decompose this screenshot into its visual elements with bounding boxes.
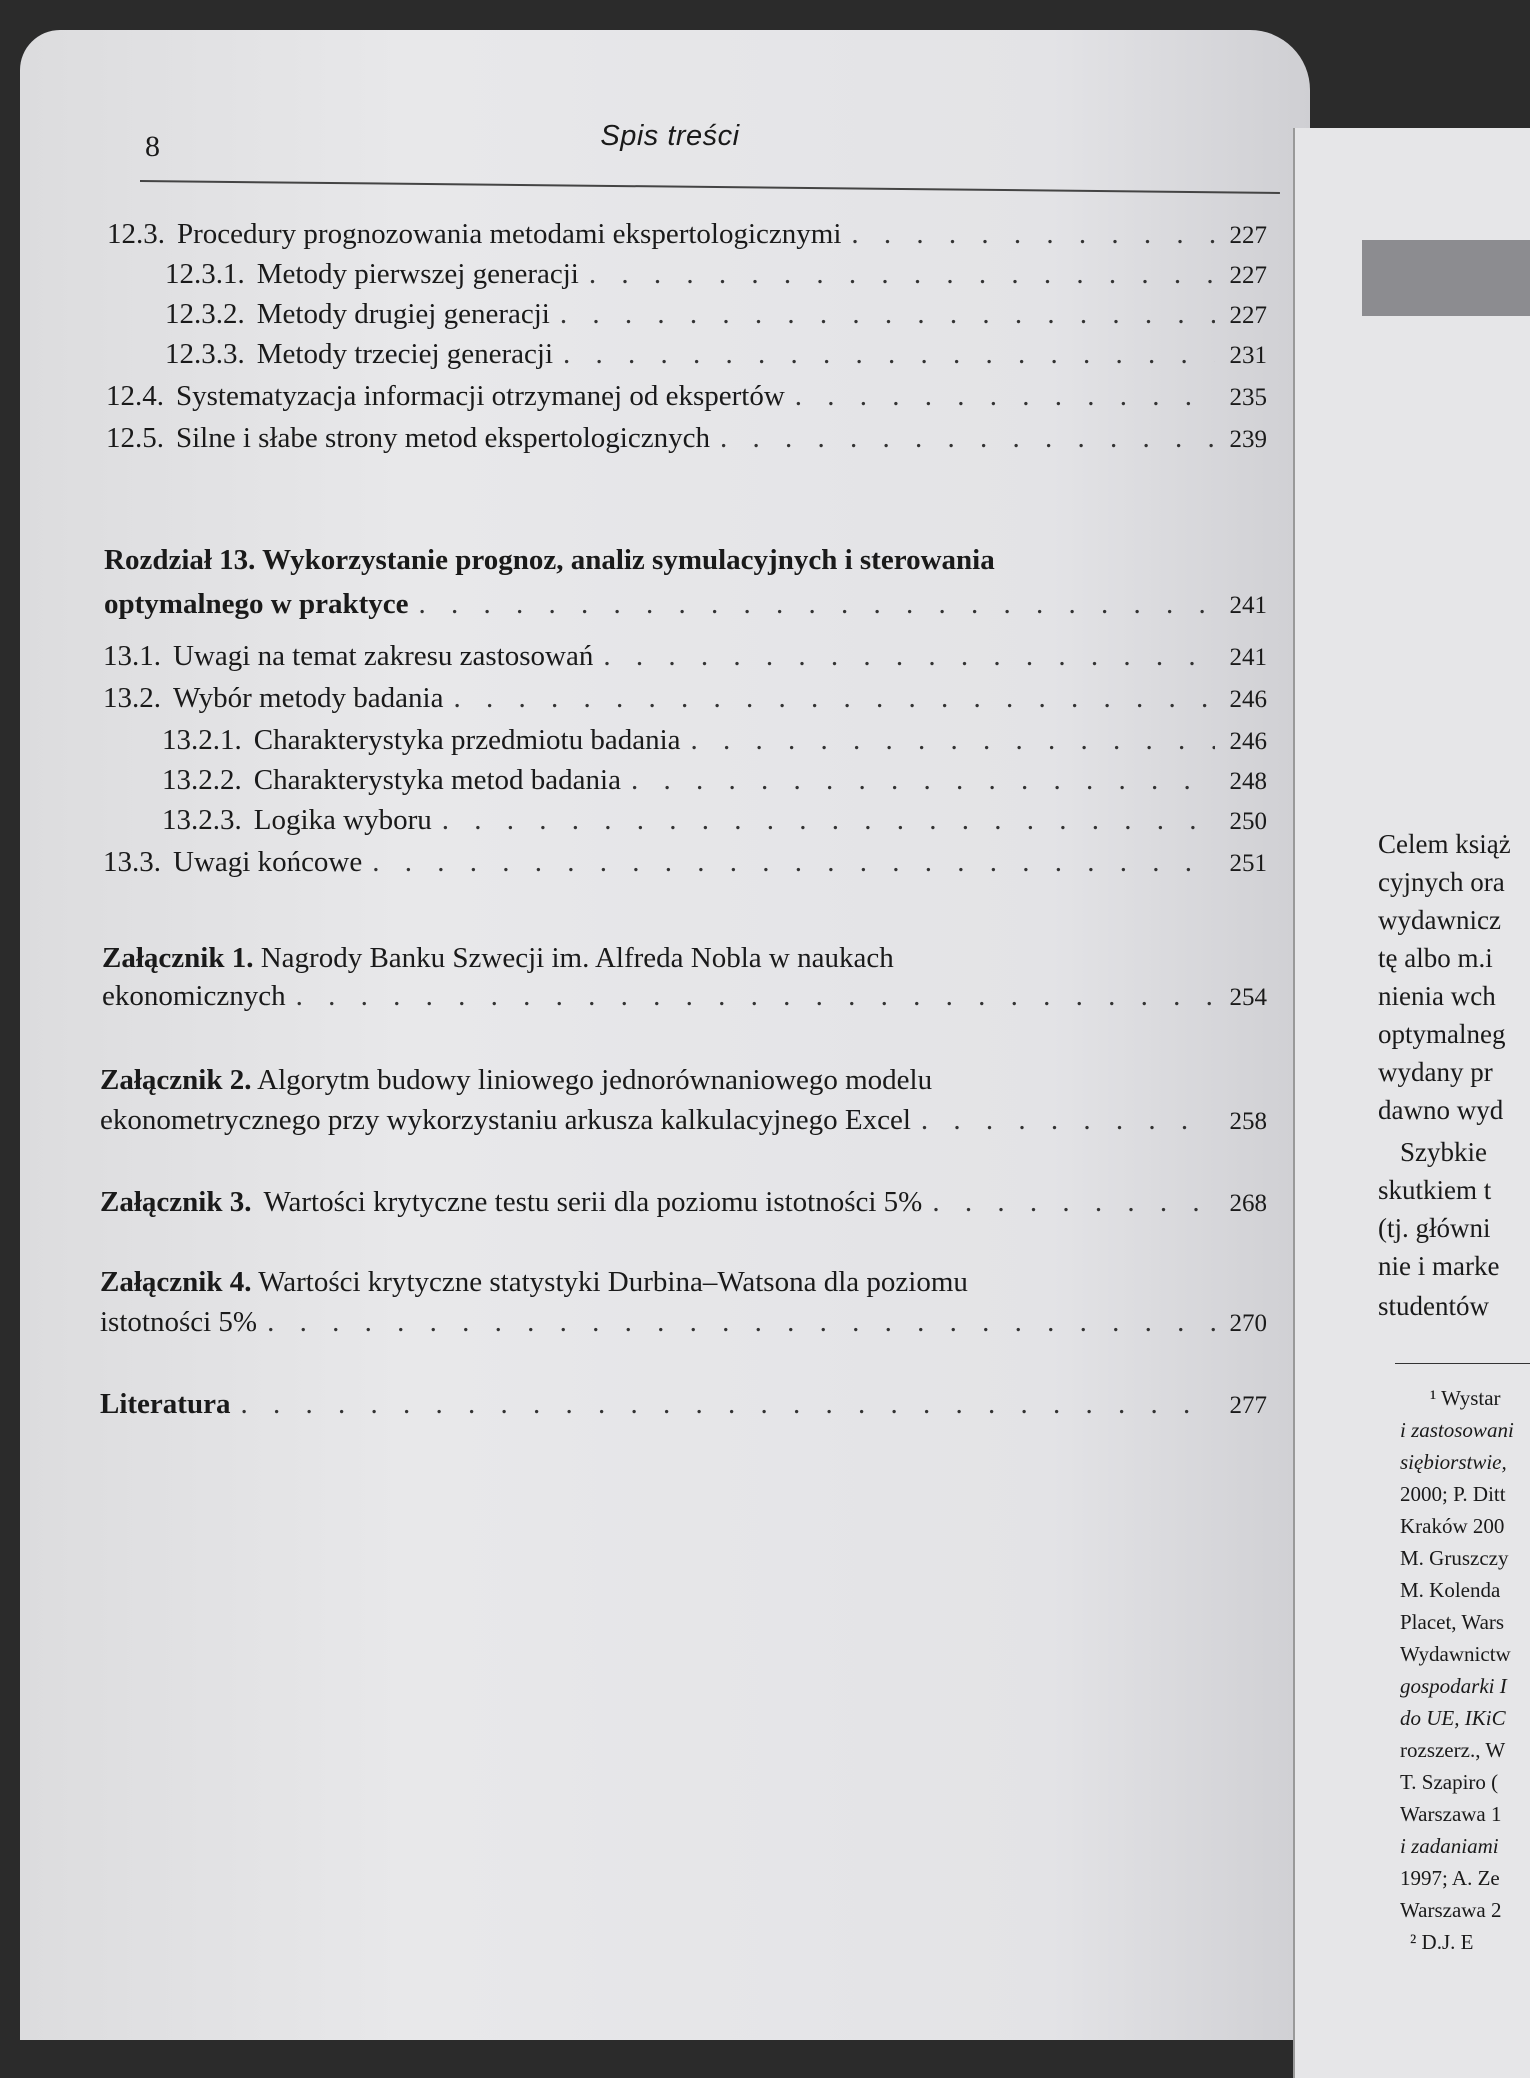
footnote-line: gospodarki I — [1400, 1674, 1507, 1698]
dot-leader — [720, 422, 1215, 455]
text-line: (tj. główni — [1378, 1213, 1491, 1243]
dot-leader — [560, 298, 1215, 331]
dot-leader — [795, 380, 1215, 413]
chapter-label: Rozdział 13. — [104, 544, 256, 576]
toc-entry-page: 241 — [1229, 644, 1267, 671]
toc-entry — [162, 804, 1267, 837]
toc-entry-page: 235 — [1229, 384, 1267, 411]
footnote-line: 2000; P. Ditt — [1400, 1482, 1506, 1506]
appendix-title-line1: Algorytm budowy liniowego jednorównaniowego modelu — [257, 1064, 933, 1096]
text-line: Celem książ — [1378, 829, 1511, 859]
toc-entry — [162, 724, 1267, 757]
footnote-line: M. Gruszczy — [1400, 1546, 1509, 1570]
toc-entry-title: Charakterystyka przedmiotu badania — [253, 724, 681, 756]
toc-entry — [100, 1104, 1267, 1137]
text-line: nie i marke — [1378, 1251, 1500, 1281]
footnote-line: siębiorstwie, — [1400, 1450, 1507, 1474]
dot-leader — [932, 1186, 1215, 1219]
dot-leader — [691, 724, 1215, 757]
toc-entry-number: 13.2. — [103, 682, 161, 714]
toc-entry-page: 248 — [1229, 768, 1267, 795]
toc-entry-page: 246 — [1229, 686, 1267, 713]
literature-label: Literatura — [100, 1388, 231, 1420]
toc-entry-page: 258 — [1229, 1108, 1267, 1135]
toc-entry-number: 13.3. — [103, 846, 161, 878]
appendix-heading — [100, 1262, 968, 1302]
dot-leader — [563, 338, 1215, 371]
appendix-title-line2: istotności 5% — [100, 1306, 258, 1338]
toc-entry-page: 254 — [1229, 984, 1267, 1011]
footnote-line: M. Kolenda — [1400, 1578, 1501, 1602]
toc-entry-title: Logika wyboru — [253, 804, 432, 836]
toc-entry-number: 12.3.1. — [165, 258, 245, 290]
toc-entry-number: 12.3.3. — [165, 338, 245, 370]
toc-entry — [103, 640, 1267, 673]
page-number: 8 — [145, 130, 160, 163]
footnote-line: Warszawa 2 — [1400, 1898, 1502, 1922]
toc-entry-page: 246 — [1229, 728, 1267, 755]
dot-leader — [442, 804, 1215, 837]
toc-entry-page: 251 — [1229, 850, 1267, 877]
footnote-line: Kraków 200 — [1400, 1514, 1505, 1538]
dot-leader — [631, 764, 1215, 797]
toc-entry — [103, 846, 1267, 879]
footnote-line: ¹ Wystar — [1430, 1386, 1501, 1410]
toc-entry — [165, 298, 1267, 331]
toc-entry-number: 13.2.3. — [162, 804, 242, 836]
dot-leader — [372, 846, 1215, 879]
dot-leader — [851, 218, 1215, 251]
footnote-line: do UE, IKiC — [1400, 1706, 1506, 1730]
dot-leader — [240, 1388, 1215, 1421]
chapter-title-line1: Wykorzystanie prognoz, analiz symulacyjnych i sterowania — [262, 544, 995, 576]
footnote-rule — [1395, 1363, 1530, 1364]
appendix-label: Załącznik 1. — [102, 942, 254, 974]
text-line: wydawnicz — [1378, 905, 1501, 935]
appendix-title-line1: Nagrody Banku Szwecji im. Alfreda Nobla w naukach — [260, 942, 894, 974]
toc-entry-title: Procedury prognozowania metodami ekspertologicznymi — [177, 218, 842, 250]
text-line: cyjnych ora — [1378, 867, 1505, 897]
toc-entry-title: Charakterystyka metod badania — [253, 764, 621, 796]
appendix-heading — [102, 938, 894, 978]
toc-entry — [106, 380, 1267, 413]
footnote-line: Placet, Wars — [1400, 1610, 1505, 1634]
dot-leader — [267, 1306, 1215, 1339]
toc-entry-page: 239 — [1229, 426, 1267, 453]
footnote-line: rozszerz., W — [1400, 1738, 1506, 1762]
text-line: tę albo m.i — [1378, 943, 1493, 973]
dot-leader — [589, 258, 1215, 291]
toc-entry — [165, 258, 1267, 291]
footnote-line: i zadaniami — [1400, 1834, 1499, 1858]
text-line: Szybkie — [1400, 1137, 1487, 1167]
toc-entry-page: 277 — [1229, 1392, 1267, 1419]
toc-entry-page: 241 — [1229, 592, 1267, 619]
dot-leader — [603, 640, 1215, 673]
toc-entry-number: 13.1. — [103, 640, 161, 672]
toc-entry-title: Silne i słabe strony metod ekspertologicznych — [176, 422, 710, 454]
toc-entry-number: 13.2.2. — [162, 764, 242, 796]
header-bar — [1362, 240, 1530, 316]
dot-leader — [921, 1104, 1215, 1137]
toc-entry-number: 12.4. — [106, 380, 164, 412]
text-line: nienia wch — [1378, 981, 1496, 1011]
toc-entry-page: 227 — [1229, 262, 1267, 289]
toc-entry — [100, 1306, 1267, 1339]
footnote-line: 1997; A. Ze — [1400, 1866, 1500, 1890]
toc-entry — [100, 1388, 1267, 1421]
toc-entry-page: 270 — [1229, 1310, 1267, 1337]
toc-entry — [165, 338, 1267, 371]
dot-leader — [453, 682, 1215, 715]
running-title: Spis treści — [600, 120, 740, 152]
toc-entry-title: Uwagi końcowe — [173, 846, 363, 878]
toc-entry — [103, 682, 1267, 715]
toc-entry-page: 227 — [1229, 222, 1267, 249]
footnote-line: i zastosowani — [1400, 1418, 1514, 1442]
dot-leader — [418, 588, 1215, 621]
toc-entry-title: Metody pierwszej generacji — [256, 258, 579, 290]
toc-entry — [100, 1186, 1267, 1219]
footnote-line: Wydawnictw — [1400, 1642, 1511, 1666]
appendix-label: Załącznik 2. — [100, 1064, 252, 1096]
toc-entry — [107, 218, 1267, 251]
text-line: optymalneg — [1378, 1019, 1506, 1049]
toc-entry-page: 250 — [1229, 808, 1267, 835]
dot-leader — [296, 980, 1215, 1013]
toc-entry-title: Uwagi na temat zakresu zastosowań — [173, 640, 594, 672]
table-of-contents — [20, 30, 1310, 2040]
toc-entry — [102, 980, 1267, 1013]
footnote-line: T. Szapiro ( — [1400, 1770, 1499, 1794]
text-line: dawno wyd — [1378, 1095, 1504, 1125]
toc-entry-page: 231 — [1229, 342, 1267, 369]
toc-entry-title: Systematyzacja informacji otrzymanej od ekspertów — [176, 380, 785, 412]
appendix-title-line2: ekonomicznych — [102, 980, 286, 1012]
appendix-label: Załącznik 4. — [100, 1266, 252, 1298]
toc-entry-number: 12.3.2. — [165, 298, 245, 330]
appendix-title-line1: Wartości krytyczne statystyki Durbina–Watsona dla poziomu — [258, 1266, 968, 1298]
toc-entry-page: 268 — [1229, 1190, 1267, 1217]
text-line: skutkiem t — [1378, 1175, 1492, 1205]
toc-entry-title: Metody trzeciej generacji — [256, 338, 554, 370]
toc-entry — [162, 764, 1267, 797]
toc-entry-title: Wybór metody badania — [173, 682, 444, 714]
chapter-heading-line2 — [104, 588, 1267, 621]
chapter-title-line2: optymalnego w praktyce — [104, 588, 409, 620]
footnote-line: Warszawa 1 — [1400, 1802, 1502, 1826]
footnote-line: ² D.J. E — [1410, 1930, 1474, 1954]
text-line: studentów — [1378, 1291, 1489, 1321]
chapter-heading — [104, 540, 995, 580]
toc-entry-number: 12.5. — [106, 422, 164, 454]
toc-entry-title: Metody drugiej generacji — [256, 298, 550, 330]
appendix-label: Załącznik 3. — [100, 1186, 252, 1218]
appendix-title-line2: ekonometrycznego przy wykorzystaniu arkusza kalkulacyjnego Excel — [100, 1104, 911, 1136]
toc-entry-number: 12.3. — [107, 218, 165, 250]
appendix-title-line1: Wartości krytyczne testu serii dla poziomu istotności 5% — [263, 1186, 923, 1218]
toc-entry — [106, 422, 1267, 455]
toc-entry-number: 13.2.1. — [162, 724, 242, 756]
appendix-heading — [100, 1060, 932, 1100]
toc-entry-page: 227 — [1229, 302, 1267, 329]
left-page — [20, 30, 1310, 2040]
text-line: wydany pr — [1378, 1057, 1493, 1087]
